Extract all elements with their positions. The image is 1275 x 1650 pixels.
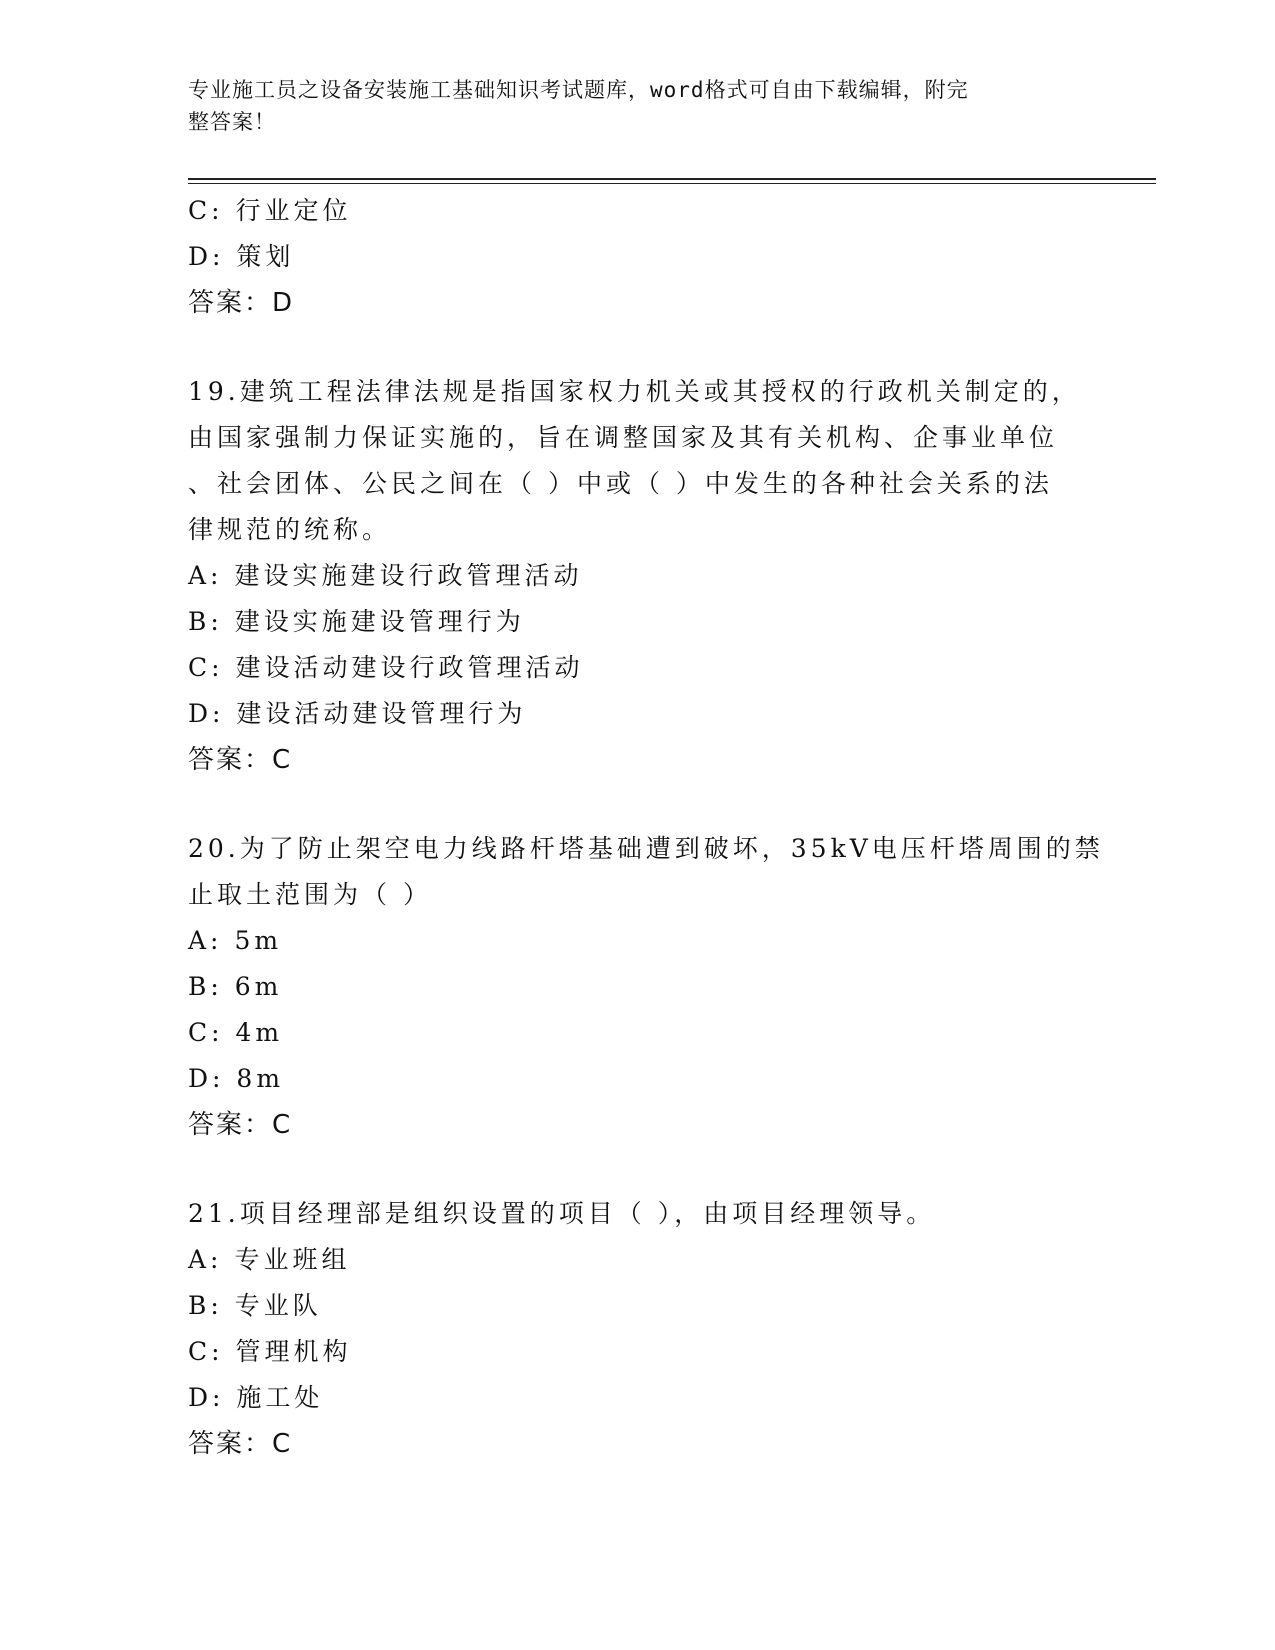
header-line-1: 专业施工员之设备安装施工基础知识考试题库，word格式可自由下载编辑，附完 bbox=[188, 78, 969, 102]
option-b: B: 专业队 bbox=[188, 1291, 322, 1320]
option-d: D: 建设活动建设管理行为 bbox=[188, 699, 527, 728]
question-18-tail bbox=[188, 188, 1088, 326]
header-rule-thick bbox=[188, 178, 1156, 180]
question-text-line: 止取土范围为（ ） bbox=[188, 880, 432, 909]
option-b: B: 6m bbox=[188, 972, 283, 1001]
option-c: C: 行业定位 bbox=[188, 196, 352, 225]
option-c: C: 管理机构 bbox=[188, 1337, 352, 1366]
question-text-line: 20.为了防止架空电力线路杆塔基础遭到破坏，35kV电压杆塔周围的禁 bbox=[188, 834, 1104, 863]
document-header bbox=[188, 74, 1068, 138]
option-d: D: 策划 bbox=[188, 242, 295, 271]
answer-line: 答案：C bbox=[188, 1429, 293, 1459]
option-d: D: 施工处 bbox=[188, 1383, 324, 1412]
question-text-line: 19.建筑工程法律法规是指国家权力机关或其授权的行政机关制定的， bbox=[188, 377, 1081, 406]
answer-line: 答案：D bbox=[188, 288, 295, 318]
option-d: D: 8m bbox=[188, 1064, 285, 1093]
header-line-2: 整答案！ bbox=[188, 110, 276, 134]
question-text-line: 21.项目经理部是组织设置的项目（ ），由项目经理领导。 bbox=[188, 1199, 936, 1228]
header-rule-thin bbox=[188, 183, 1156, 184]
question-20 bbox=[188, 826, 1104, 1148]
option-a: A: 5m bbox=[188, 926, 283, 955]
question-text-line: 律规范的统称。 bbox=[188, 515, 392, 544]
option-c: C: 4m bbox=[188, 1018, 284, 1047]
answer-line: 答案：C bbox=[188, 745, 293, 775]
option-a: A: 建设实施建设行政管理活动 bbox=[188, 561, 583, 590]
question-21 bbox=[188, 1191, 1088, 1467]
question-text-line: 由国家强制力保证实施的，旨在调整国家及其有关机构、企事业单位 bbox=[188, 423, 1059, 452]
answer-line: 答案：C bbox=[188, 1110, 293, 1140]
option-a: A: 专业班组 bbox=[188, 1245, 351, 1274]
option-c: C: 建设活动建设行政管理活动 bbox=[188, 653, 584, 682]
option-b: B: 建设实施建设管理行为 bbox=[188, 607, 525, 636]
document-body bbox=[188, 188, 1104, 1467]
question-text-line: 、社会团体、公民之间在（ ）中或（ ）中发生的各种社会关系的法 bbox=[188, 469, 1053, 498]
question-19 bbox=[188, 369, 1088, 783]
